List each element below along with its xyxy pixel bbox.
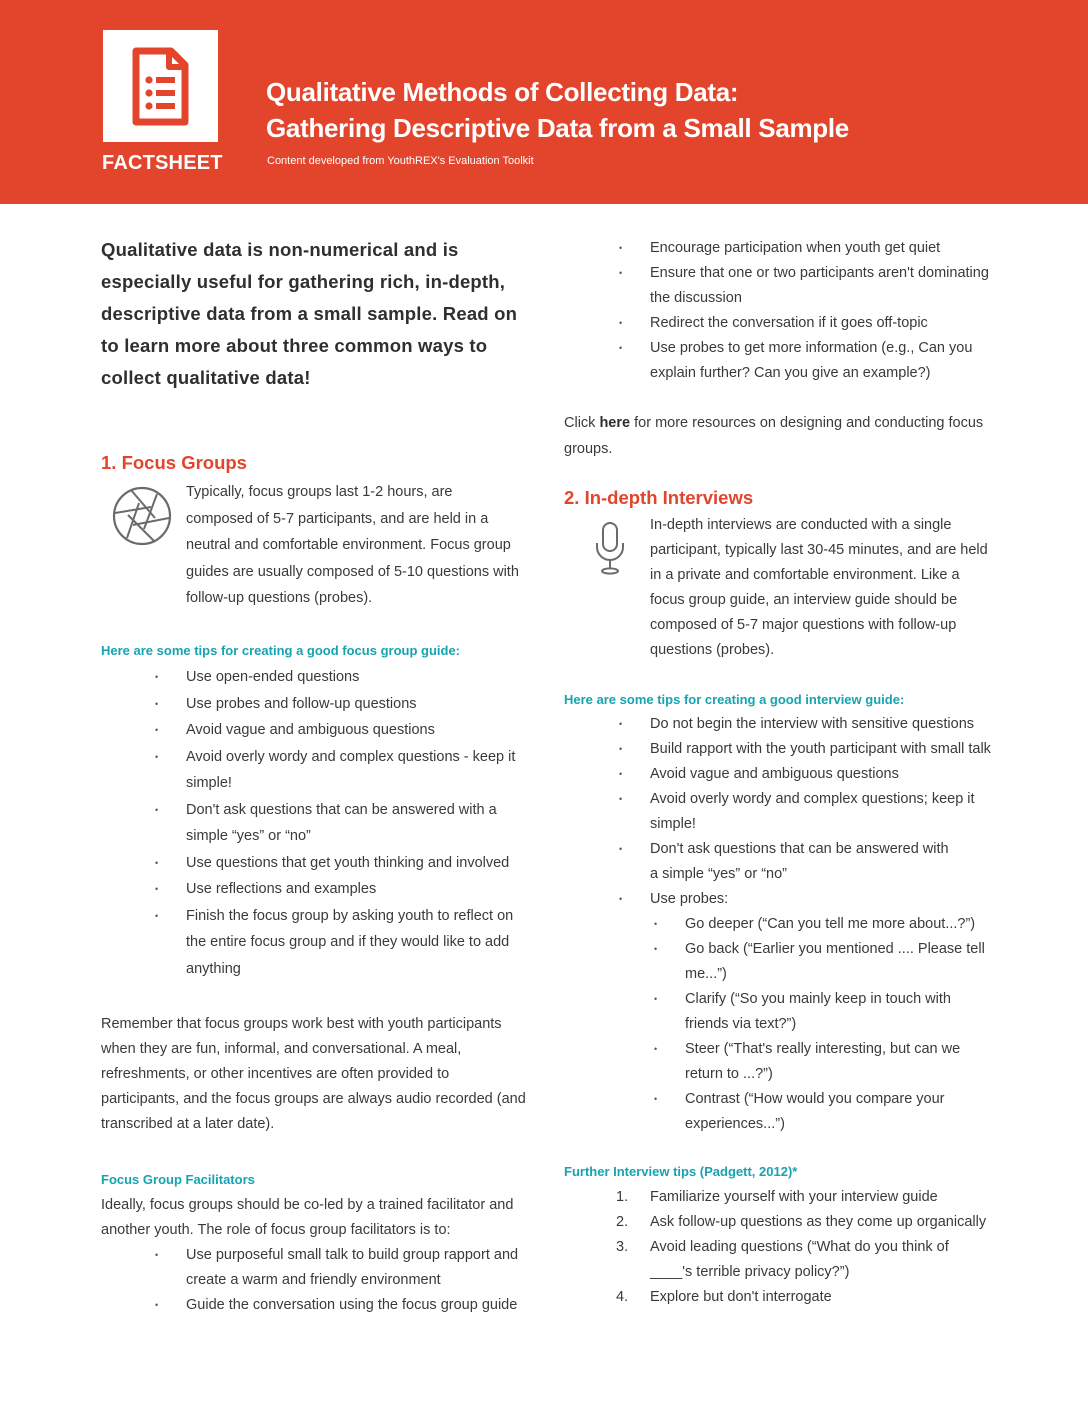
list-item: • Guide the conversation using the focus group guide — [155, 1297, 518, 1313]
list-item: • Avoid overly wordy and complex questions; keep it simple! — [619, 791, 975, 832]
title-line-2: Gathering Descriptive Data from a Small Sample — [266, 113, 849, 143]
title-line-1: Qualitative Methods of Collecting Data: — [266, 77, 739, 107]
list-item: • Steer (“That's really interesting, but can we return to ...?”) — [654, 1041, 961, 1082]
focus-groups-tips-list — [155, 664, 521, 982]
list-item: • Go back (“Earlier you mentioned .... Please tell me...”) — [654, 941, 985, 982]
factsheet-label: FACTSHEET — [102, 152, 223, 174]
list-item: • Don't ask questions that can be answered with a simple “yes” or “no” — [155, 801, 497, 844]
list-item: • Contrast (“How would you compare your experiences...”) — [654, 1091, 945, 1132]
list-item: • Use probes and follow-up questions — [155, 695, 417, 712]
list-item: • Go deeper (“Can you tell me more about...?”) — [654, 916, 976, 932]
list-item: • Use reflections and examples — [155, 881, 377, 897]
list-item: • Avoid vague and ambiguous questions — [155, 722, 435, 738]
list-item: • Use open-ended questions — [155, 669, 360, 685]
focus-groups-description: Typically, focus groups last 1-2 hours, are composed of 5-7 participants, and are held in a neutral and comfortable environment. Focus group guides are usually composed of 5-10 questions with follow-up questions (probes). — [186, 484, 519, 606]
page-title — [266, 74, 1046, 146]
interviews-tips-heading: Here are some tips for creating a good interview guide: — [564, 692, 905, 707]
focus-groups-tips-heading: Here are some tips for creating a good focus group guide: — [101, 643, 460, 658]
list-item: • Use probes: — [619, 891, 729, 907]
here-link[interactable]: here — [599, 415, 631, 431]
list-item: • Don't ask questions that can be answered with a simple “yes” or “no” — [619, 841, 949, 882]
list-item: • Avoid vague and ambiguous questions — [619, 766, 899, 782]
facilitator-roles-list-continued — [619, 236, 990, 386]
page-subtitle: Content developed from YouthREX's Evaluation Toolkit — [267, 155, 534, 167]
camera-aperture-icon — [111, 485, 173, 547]
microphone-icon — [593, 521, 627, 577]
interviews-tips-list — [619, 712, 995, 912]
probes-list — [654, 912, 985, 1137]
header-banner — [0, 0, 1088, 204]
list-item: 3. Avoid leading questions (“What do you think of ____'s terrible privacy policy?”) — [616, 1239, 949, 1280]
facilitator-roles-list — [155, 1243, 526, 1318]
list-item: • Redirect the conversation if it goes off-topic — [619, 315, 928, 331]
list-item: • Avoid overly wordy and complex questions - keep it simple! — [155, 748, 516, 791]
interviews-heading: 2. In-depth Interviews — [564, 487, 754, 508]
more-resources-text: Click here for more resources on designing and conducting focus groups. — [564, 415, 984, 457]
focus-groups-remember: Remember that focus groups work best with youth participants when they are fun, informal, and conversational. A meal, refreshments, or other incentives are often provided to participants, and the focus groups are always audio recorded (and transcribed at a later date). — [101, 1016, 526, 1132]
list-item: • Use questions that get youth thinking and involved — [155, 854, 510, 871]
list-item: 1. Familiarize yourself with your interview guide — [616, 1189, 938, 1205]
list-item: • Ensure that one or two participants aren't dominating the discussion — [619, 265, 989, 306]
list-item: 4. Explore but don't interrogate — [616, 1289, 832, 1305]
list-item: • Build rapport with the youth participant with small talk — [619, 741, 991, 757]
list-item: • Encourage participation when youth get quiet — [619, 240, 941, 256]
focus-groups-heading: 1. Focus Groups — [101, 452, 247, 473]
further-tips-list — [616, 1185, 995, 1310]
list-item: 2. Ask follow-up questions as they come up organically — [616, 1214, 987, 1230]
list-item: • Use purposeful small talk to build group rapport and create a warm and friendly environment — [155, 1247, 519, 1288]
list-item: • Use probes to get more information (e.g., Can you explain further? Can you give an example?) — [619, 340, 973, 381]
facilitators-intro: Ideally, focus groups should be co-led by a trained facilitator and another youth. The role of focus group facilitators is to: — [101, 1197, 514, 1238]
list-item: • Do not begin the interview with sensitive questions — [619, 716, 975, 732]
further-tips-heading: Further Interview tips (Padgett, 2012)* — [564, 1164, 798, 1179]
list-item: • Finish the focus group by asking youth to reflect on the entire focus group and if they would like to add anything — [155, 907, 514, 977]
list-item: • Clarify (“So you mainly keep in touch with friends via text?”) — [654, 991, 951, 1032]
facilitators-heading: Focus Group Facilitators — [101, 1172, 255, 1187]
logo — [103, 30, 218, 142]
document-list-icon — [103, 30, 218, 142]
intro-paragraph: Qualitative data is non-numerical and is especially useful for gathering rich, in-depth, descriptive data from a small sample. Read on to learn more about three common ways to collect qualitative data! — [101, 239, 518, 388]
interviews-description: In-depth interviews are conducted with a single participant, typically last 30-45 minutes, and are held in a private and comfortable environment. Like a focus group guide, an interview guide should be composed of 5-7 major questions with follow-up questions (probes). — [650, 517, 988, 658]
